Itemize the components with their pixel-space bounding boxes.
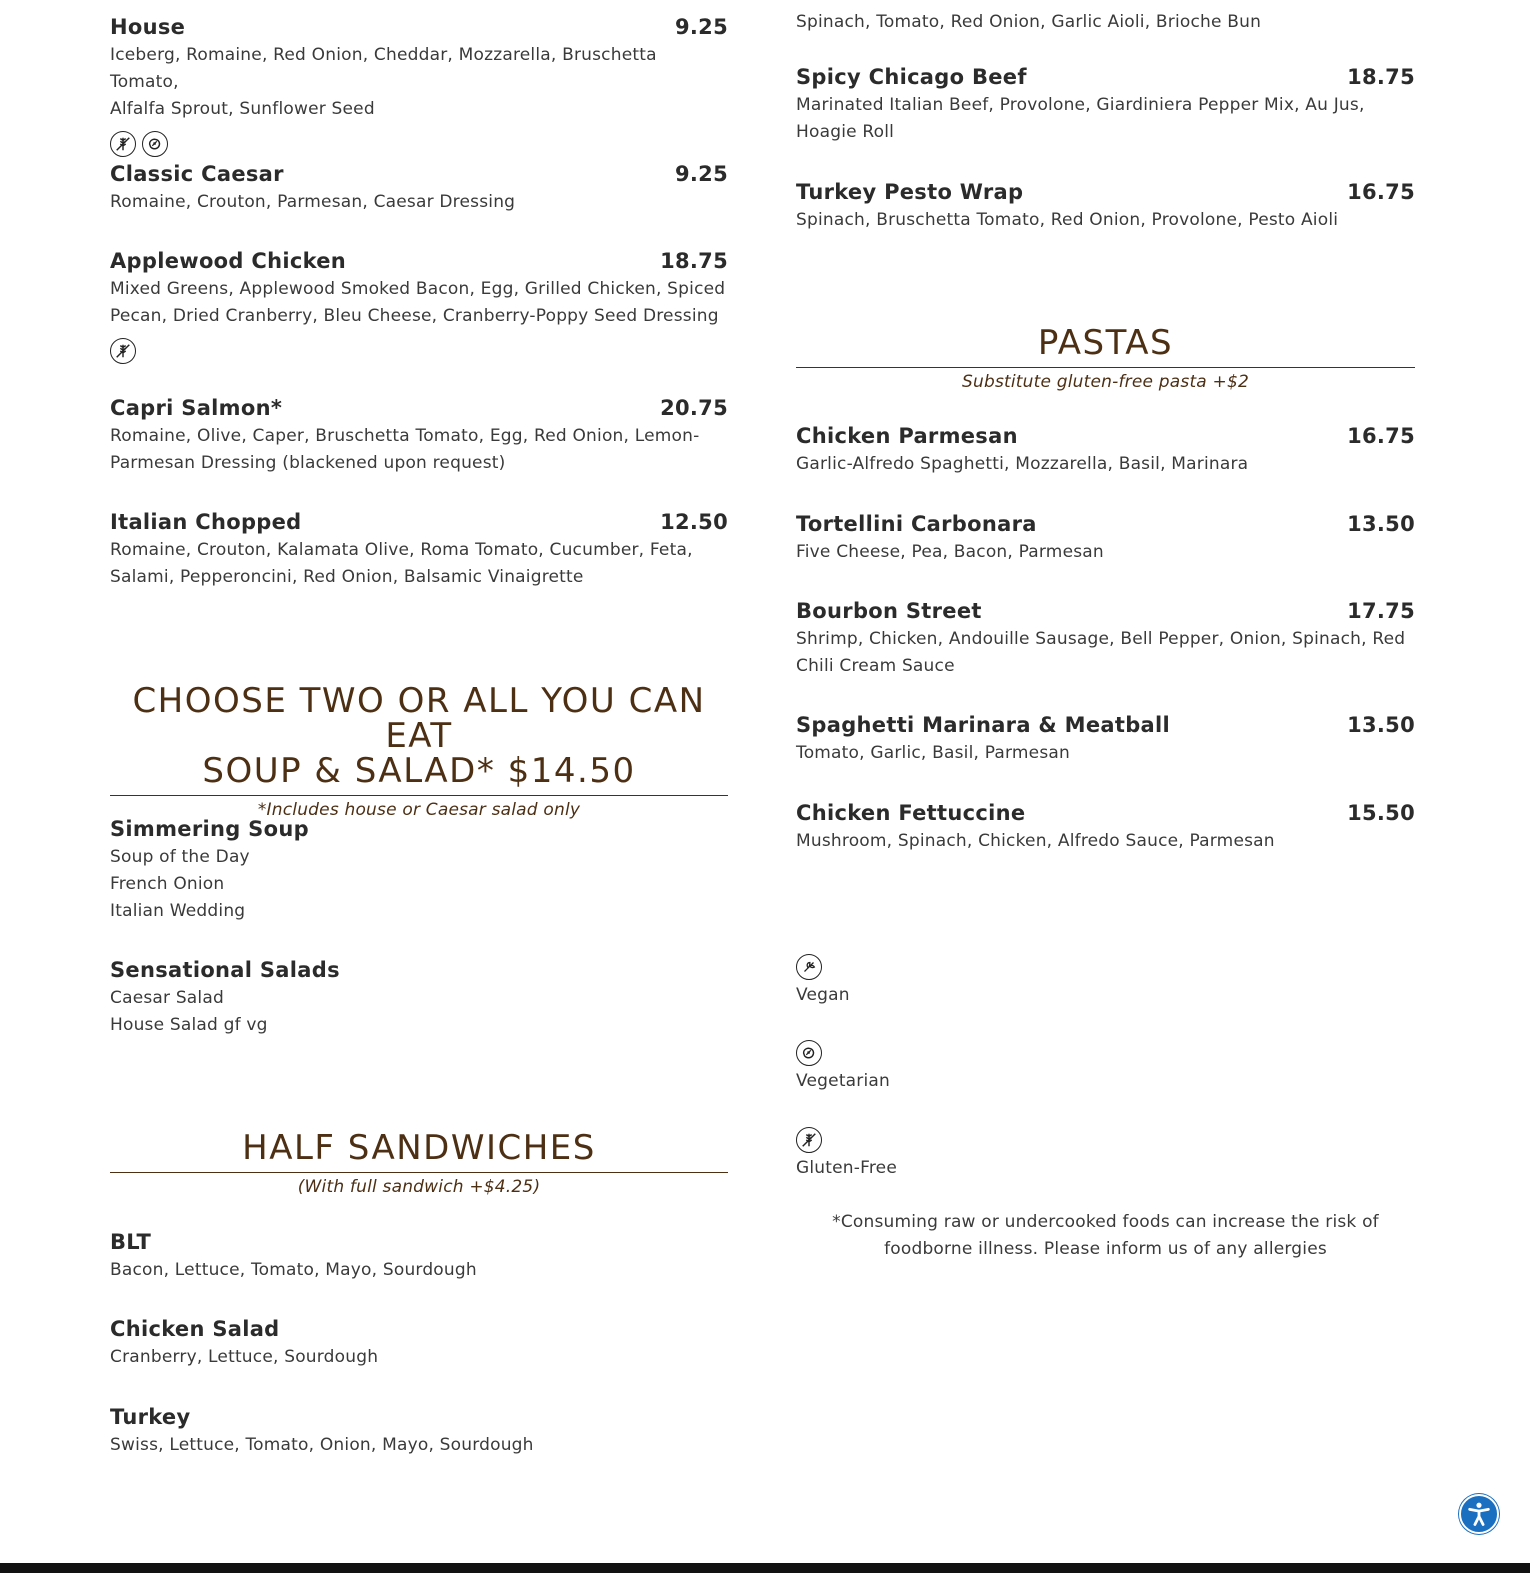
group-line: Italian Wedding bbox=[110, 901, 246, 922]
item-description bbox=[796, 539, 1415, 566]
item-description: Bacon, Lettuce, Tomato, Mayo, Sourdough bbox=[110, 1260, 477, 1281]
item-name: Tortellini Carbonara bbox=[796, 512, 1037, 536]
section-title bbox=[110, 681, 728, 796]
menu-item bbox=[110, 1404, 728, 1459]
description-line: Mushroom, Spinach, Chicken, Alfredo Sauce, Parmesan bbox=[796, 831, 1275, 852]
group-lines bbox=[110, 985, 728, 1039]
item-price: 16.75 bbox=[1347, 424, 1415, 448]
description-line: Five Cheese, Pea, Bacon, Parmesan bbox=[796, 542, 1104, 563]
description-line: Romaine, Crouton, Parmesan, Caesar Dressing bbox=[110, 192, 516, 213]
menu-item bbox=[796, 179, 1415, 234]
item-description bbox=[110, 537, 728, 591]
item-name: Spaghetti Marinara & Meatball bbox=[796, 713, 1170, 737]
item-price: 16.75 bbox=[1347, 180, 1415, 204]
item-name: Turkey Pesto Wrap bbox=[796, 180, 1024, 204]
item-name: Bourbon Street bbox=[796, 599, 982, 623]
legend-label: Gluten-Free bbox=[796, 1158, 897, 1178]
item-price: 20.75 bbox=[660, 396, 728, 420]
accessibility-icon bbox=[1465, 1500, 1493, 1528]
vegetarian-icon bbox=[796, 1040, 822, 1066]
section-note: Substitute gluten-free pasta +$2 bbox=[961, 372, 1250, 392]
description-line: Alfalfa Sprout, Sunflower Seed bbox=[110, 99, 375, 120]
item-price: 18.75 bbox=[1347, 65, 1415, 89]
item-price: 13.50 bbox=[1347, 713, 1415, 737]
section-title: PASTAS bbox=[796, 326, 1415, 368]
item-price: 13.50 bbox=[1347, 512, 1415, 536]
item-price: 9.25 bbox=[674, 162, 728, 186]
legend-gluten-free bbox=[796, 1127, 897, 1178]
menu-item bbox=[796, 712, 1415, 767]
group-line: Caesar Salad bbox=[110, 988, 224, 1009]
menu-item bbox=[110, 509, 728, 591]
vegan-icon bbox=[796, 954, 822, 980]
description-line: Parmesan Dressing (blackened upon request) bbox=[110, 453, 506, 474]
half-sandwiches-section-header bbox=[110, 1128, 728, 1197]
description-line: Mixed Greens, Applewood Smoked Bacon, Egg, Grilled Chicken, Spiced bbox=[110, 279, 726, 300]
item-price: 18.75 bbox=[660, 249, 728, 273]
item-name: Chicken Salad bbox=[110, 1317, 280, 1341]
item-price: 15.50 bbox=[1347, 801, 1415, 825]
item-price: 17.75 bbox=[1347, 599, 1415, 623]
legend-label: Vegetarian bbox=[796, 1071, 891, 1091]
item-name: Classic Caesar bbox=[110, 162, 284, 186]
item-description bbox=[796, 92, 1415, 146]
accessibility-button[interactable] bbox=[1459, 1494, 1499, 1534]
gluten-free-icon bbox=[110, 131, 136, 157]
description-line: Marinated Italian Beef, Provolone, Giardiniera Pepper Mix, Au Jus, bbox=[796, 95, 1365, 116]
legend-label: Vegan bbox=[796, 985, 850, 1005]
item-description bbox=[796, 740, 1415, 767]
item-description bbox=[110, 189, 728, 216]
item-name: House bbox=[110, 15, 186, 39]
vegetarian-icon bbox=[142, 131, 168, 157]
item-name: Turkey bbox=[110, 1405, 191, 1429]
item-name: Italian Chopped bbox=[110, 510, 302, 534]
description-line: Romaine, Crouton, Kalamata Olive, Roma Tomato, Cucumber, Feta, bbox=[110, 540, 693, 561]
menu-item bbox=[796, 800, 1415, 855]
item-description bbox=[110, 42, 728, 123]
section-note: *Includes house or Caesar salad only bbox=[257, 800, 581, 820]
item-name: Spicy Chicago Beef bbox=[796, 65, 1027, 89]
menu-item bbox=[110, 395, 728, 477]
bottom-edge-bar bbox=[0, 1563, 1530, 1573]
section-title: HALF SANDWICHES bbox=[110, 1131, 728, 1173]
description-line: Pecan, Dried Cranberry, Bleu Cheese, Cranberry-Poppy Seed Dressing bbox=[110, 306, 719, 327]
description-line: Tomato, Garlic, Basil, Parmesan bbox=[796, 743, 1070, 764]
gluten-free-icon bbox=[796, 1127, 822, 1153]
group-line: French Onion bbox=[110, 874, 225, 895]
menu-item bbox=[796, 423, 1415, 478]
soup-salad-section-header bbox=[110, 681, 728, 820]
section-title-line: SOUP & SALAD* $14.50 bbox=[202, 751, 636, 791]
menu-item bbox=[110, 14, 728, 157]
gluten-free-icon bbox=[110, 338, 136, 364]
item-description bbox=[110, 423, 728, 477]
item-description: Cranberry, Lettuce, Sourdough bbox=[110, 1347, 379, 1368]
description-line: Shrimp, Chicken, Andouille Sausage, Bell Pepper, Onion, Spinach, Red bbox=[796, 629, 1406, 650]
item-description bbox=[796, 451, 1415, 478]
menu-item bbox=[110, 248, 728, 364]
description-line: Iceberg, Romaine, Red Onion, Cheddar, Mozzarella, Bruschetta Tomato, bbox=[110, 45, 657, 93]
item-name: Capri Salmon* bbox=[110, 396, 283, 420]
item-description bbox=[796, 828, 1415, 855]
menu-item bbox=[110, 1316, 728, 1371]
item-description: Spinach, Tomato, Red Onion, Garlic Aioli, Brioche Bun bbox=[796, 12, 1262, 32]
pastas-section-header bbox=[796, 323, 1415, 392]
allergy-disclaimer bbox=[796, 1209, 1415, 1263]
item-name: Chicken Parmesan bbox=[796, 424, 1018, 448]
item-name: Applewood Chicken bbox=[110, 249, 347, 273]
description-line: Chili Cream Sauce bbox=[796, 656, 955, 677]
menu-item bbox=[796, 64, 1415, 146]
description-line: Romaine, Olive, Caper, Bruschetta Tomato, Egg, Red Onion, Lemon- bbox=[110, 426, 700, 447]
legend-vegan bbox=[796, 954, 850, 1005]
item-name: BLT bbox=[110, 1230, 152, 1254]
disclaimer-line: *Consuming raw or undercooked foods can increase the risk of bbox=[832, 1212, 1379, 1232]
menu-item bbox=[110, 161, 728, 216]
menu-item bbox=[796, 511, 1415, 566]
item-description bbox=[796, 626, 1415, 680]
menu-group bbox=[110, 957, 728, 1039]
description-line: Spinach, Bruschetta Tomato, Red Onion, Provolone, Pesto Aioli bbox=[796, 210, 1339, 231]
description-line: Garlic-Alfredo Spaghetti, Mozzarella, Basil, Marinara bbox=[796, 454, 1249, 475]
group-name: Simmering Soup bbox=[110, 817, 309, 841]
item-description bbox=[110, 276, 728, 330]
item-description: Swiss, Lettuce, Tomato, Onion, Mayo, Sourdough bbox=[110, 1435, 534, 1456]
description-line: Salami, Pepperoncini, Red Onion, Balsamic Vinaigrette bbox=[110, 567, 584, 588]
disclaimer-line: foodborne illness. Please inform us of any allergies bbox=[884, 1239, 1327, 1259]
item-description bbox=[796, 207, 1415, 234]
section-title-line: CHOOSE TWO OR ALL YOU CAN EAT bbox=[132, 681, 706, 756]
menu-group bbox=[110, 816, 728, 925]
group-line: House Salad gf vg bbox=[110, 1015, 268, 1036]
item-price: 12.50 bbox=[660, 510, 728, 534]
item-name: Chicken Fettuccine bbox=[796, 801, 1026, 825]
menu-item bbox=[110, 1229, 728, 1284]
description-line: Hoagie Roll bbox=[796, 122, 895, 143]
menu-item-partial bbox=[796, 7, 1415, 36]
menu-item bbox=[796, 598, 1415, 680]
item-price: 9.25 bbox=[674, 15, 728, 39]
legend-vegetarian bbox=[796, 1040, 890, 1091]
group-name: Sensational Salads bbox=[110, 958, 340, 982]
section-note: (With full sandwich +$4.25) bbox=[297, 1177, 541, 1197]
group-line: Soup of the Day bbox=[110, 847, 250, 868]
group-lines bbox=[110, 844, 728, 925]
